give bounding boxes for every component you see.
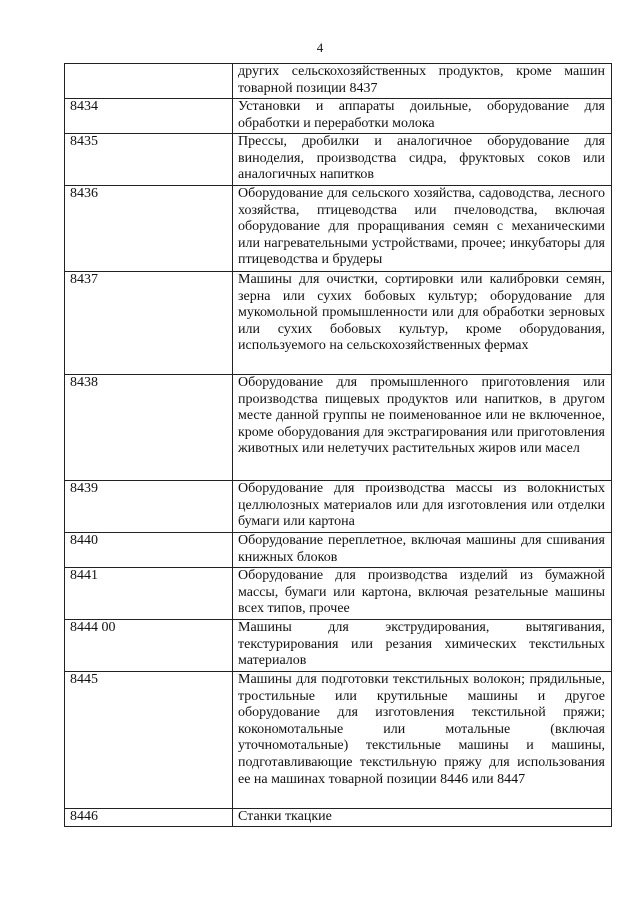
table-row <box>65 186 612 272</box>
row-description: Машины для экструдирования, вытягивания, текстурирования или резания химических текстильных материалов <box>233 620 612 672</box>
row-description: Оборудование для промышленного приготовления или производства пищевых продуктов или напитков, в другом месте данной группы не поименованное или не включенное, кроме оборудования для экстрагирования или приготовления животных или нелетучих растительных жиров или масел <box>233 375 612 481</box>
row-code: 8444 00 <box>65 620 233 672</box>
commodity-code-table <box>64 63 612 827</box>
table-row <box>65 99 612 134</box>
table-row <box>65 809 612 827</box>
table-row <box>65 134 612 186</box>
table-row <box>65 533 612 568</box>
row-code: 8436 <box>65 186 233 272</box>
row-code: 8438 <box>65 375 233 481</box>
table-row <box>65 620 612 672</box>
row-code: 8446 <box>65 809 233 827</box>
row-description: Установки и аппараты доильные, оборудование для обработки и переработки молока <box>233 99 612 134</box>
row-code: 8434 <box>65 99 233 134</box>
row-code: 8439 <box>65 481 233 533</box>
row-description: Машины для очистки, сортировки или калибровки семян, зерна или сухих бобовых культур; оборудование для мукомольной промышленности или для обработки зерновых или сухих бобовых культур, кроме оборудования, используемого на сельскохозяйственных фермах <box>233 272 612 375</box>
row-description: Оборудование переплетное, включая машины для сшивания книжных блоков <box>233 533 612 568</box>
row-code: 8441 <box>65 568 233 620</box>
table-row <box>65 672 612 809</box>
row-description: Оборудование для производства массы из волокнистых целлюлозных материалов или для изготовления или отделки бумаги или картона <box>233 481 612 533</box>
page-number: 4 <box>316 40 324 55</box>
row-description: Машины для подготовки текстильных волокон; прядильные, тростильные или крутильные машины и другое оборудование для изготовления текстильной пряжи; кокономотальные или мотальные (включая уточномотальные) текстильные машины и машины, подготавливающие текстильную пряжу для использования ее на машинах товарной позиции 8446 или 8447 <box>233 672 612 809</box>
row-description: Оборудование для производства изделий из бумажной массы, бумаги или картона, включая резательные машины всех типов, прочее <box>233 568 612 620</box>
row-description: Прессы, дробилки и аналогичное оборудование для виноделия, производства сидра, фруктовых соков или аналогичных напитков <box>233 134 612 186</box>
row-code: 8445 <box>65 672 233 809</box>
table-row <box>65 64 612 99</box>
table-row <box>65 272 612 375</box>
row-code: 8437 <box>65 272 233 375</box>
row-code: 8440 <box>65 533 233 568</box>
table-row <box>65 568 612 620</box>
row-code <box>65 64 233 99</box>
row-code: 8435 <box>65 134 233 186</box>
row-description: Станки ткацкие <box>233 809 612 827</box>
table-row <box>65 375 612 481</box>
row-description: других сельскохозяйственных продуктов, кроме машин товарной позиции 8437 <box>233 64 612 99</box>
row-description: Оборудование для сельского хозяйства, садоводства, лесного хозяйства, птицеводства или пчеловодства, включая оборудование для проращивания семян с механическими или нагревательными устройствами, прочее; инкубаторы для птицеводства и брудеры <box>233 186 612 272</box>
table-row <box>65 481 612 533</box>
